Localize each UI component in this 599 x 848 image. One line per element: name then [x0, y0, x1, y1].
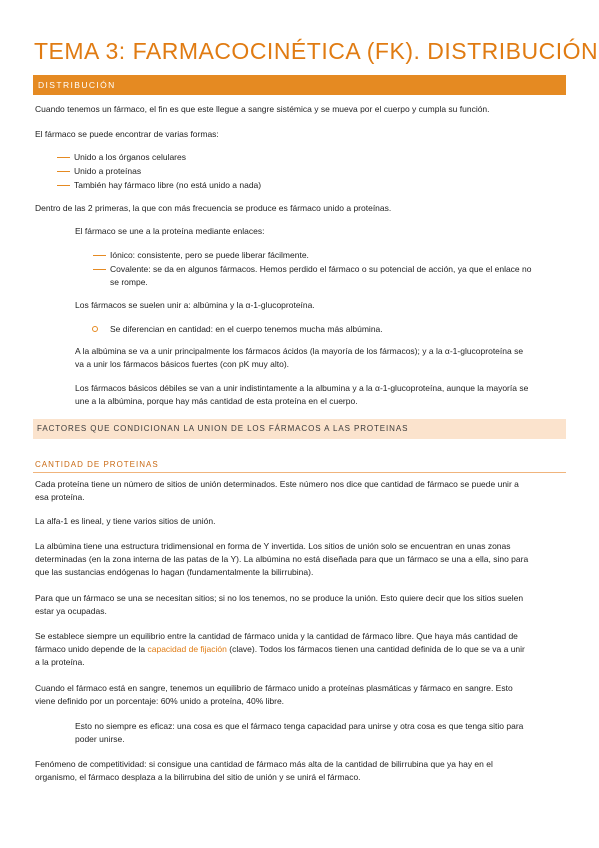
dash-bullet	[57, 157, 70, 158]
paragraph: esa proteína.	[35, 492, 85, 502]
paragraph: La albúmina tiene una estructura tridimensional en forma de Y invertida. Los sitios de unión solo se encuentran en unas zonas	[35, 541, 511, 551]
paragraph: poder unirse.	[75, 734, 125, 744]
paragraph: organismo, el fármaco desplaza a la bilirrubina del sitio de unión y se unirá el fármaco.	[35, 772, 361, 782]
section-header-distribucion	[33, 75, 566, 95]
list-item: Covalente: se da en algunos fármacos. Hemos perdido el fármaco o su potencial de acción, ya que el enlace no	[110, 264, 532, 274]
paragraph: Fenómeno de competitividad: si consigue una cantidad de fármaco más alta de la cantidad de bilirrubina que ya hay en el	[35, 759, 493, 769]
dash-bullet	[57, 171, 70, 172]
paragraph: viene definido por un porcentaje: 60% unido a proteína, 40% libre.	[35, 696, 285, 706]
paragraph: estar ya ocupadas.	[35, 606, 107, 616]
list-item: Iónico: consistente, pero se puede liberar fácilmente.	[110, 250, 309, 260]
paragraph: Se establece siempre un equilibrio entre la cantidad de fármaco unida y la cantidad de fármaco libre. Que haya más cantidad de	[35, 631, 518, 641]
highlighted-term: capacidad de fijación	[147, 644, 227, 654]
dash-bullet	[93, 255, 106, 256]
section-header-factores	[33, 419, 566, 439]
paragraph: Esto no siempre es eficaz: una cosa es que el fármaco tenga capacidad para unirse y otra cosa es que tenga sitio para	[75, 721, 524, 731]
text-run: fármaco unido depende de la	[35, 644, 148, 654]
paragraph: determinadas (en la zona interna de las patas de la Y). La albúmina no está diseñada para que un fármaco se una a ella, sino para	[35, 554, 529, 564]
page-title: TEMA 3: FARMACOCINÉTICA (FK). DISTRIBUCIÓN	[34, 38, 599, 64]
circle-bullet	[92, 326, 98, 332]
paragraph: A la albúmina se va a unir principalmente los fármacos ácidos (la mayoría de los fármacos); y a la α-1-glucoproteína se	[75, 346, 524, 356]
paragraph: El fármaco se puede encontrar de varias formas:	[35, 129, 219, 139]
section-heading: FACTORES QUE CONDICIONAN LA UNION DE LOS FÁRMACOS A LAS PROTEINAS	[37, 424, 409, 433]
dash-bullet	[57, 185, 70, 186]
paragraph: que las sustancias endógenas lo hagan (fundamentalmente la bilirrubina).	[35, 567, 314, 577]
dash-bullet	[93, 269, 106, 270]
paragraph: Los fármacos se suelen unir a: albúmina y la α-1-glucoproteína.	[75, 300, 315, 310]
list-item: También hay fármaco libre (no está unido a nada)	[74, 180, 262, 190]
paragraph: va a unir los fármacos básicos fuertes (con pK muy alto).	[75, 359, 290, 369]
paragraph	[35, 642, 525, 656]
paragraph: Cuando el fármaco está en sangre, tenemos un equilibrio de fármaco unido a proteínas plasmáticas y fármaco en sangre. Esto	[35, 683, 513, 693]
text-run: (clave). Todos los fármacos tienen una cantidad definida de lo que se va a unir	[226, 644, 525, 654]
paragraph: Dentro de las 2 primeras, la que con más frecuencia se produce es fármaco unido a proteínas.	[35, 203, 392, 213]
list-item: Unido a los órganos celulares	[74, 152, 186, 162]
subsection-heading: CANTIDAD DE PROTEINAS	[35, 460, 159, 469]
list-item: Unido a proteínas	[74, 166, 142, 176]
paragraph: a la proteína.	[35, 657, 85, 667]
paragraph: La alfa-1 es lineal, y tiene varios sitios de unión.	[35, 516, 216, 526]
list-item: Se diferencian en cantidad: en el cuerpo tenemos mucha más albúmina.	[110, 324, 383, 334]
paragraph: Los fármacos básicos débiles se van a unir indistintamente a la albumina y a la α-1-glucoproteína, aunque la mayoría se	[75, 383, 529, 393]
paragraph: Cada proteína tiene un número de sitios de unión determinados. Este número nos dice que cantidad de fármaco se puede unir a	[35, 479, 519, 489]
paragraph: El fármaco se une a la proteína mediante enlaces:	[75, 226, 265, 236]
section-heading: DISTRIBUCIÓN	[38, 80, 116, 90]
paragraph: Para que un fármaco se una se necesitan sitios; si no los tenemos, no se produce la unión. Esto quiere decir que los sitios suelen	[35, 593, 524, 603]
list-item-continuation: se rompe.	[110, 277, 148, 287]
paragraph: une a la albúmina, porque hay más cantidad de esta proteína en el cuerpo.	[75, 396, 358, 406]
paragraph: Cuando tenemos un fármaco, el fin es que este llegue a sangre sistémica y se mueva por el cuerpo y cumpla su función.	[35, 104, 490, 114]
subsection-rule	[33, 472, 566, 473]
